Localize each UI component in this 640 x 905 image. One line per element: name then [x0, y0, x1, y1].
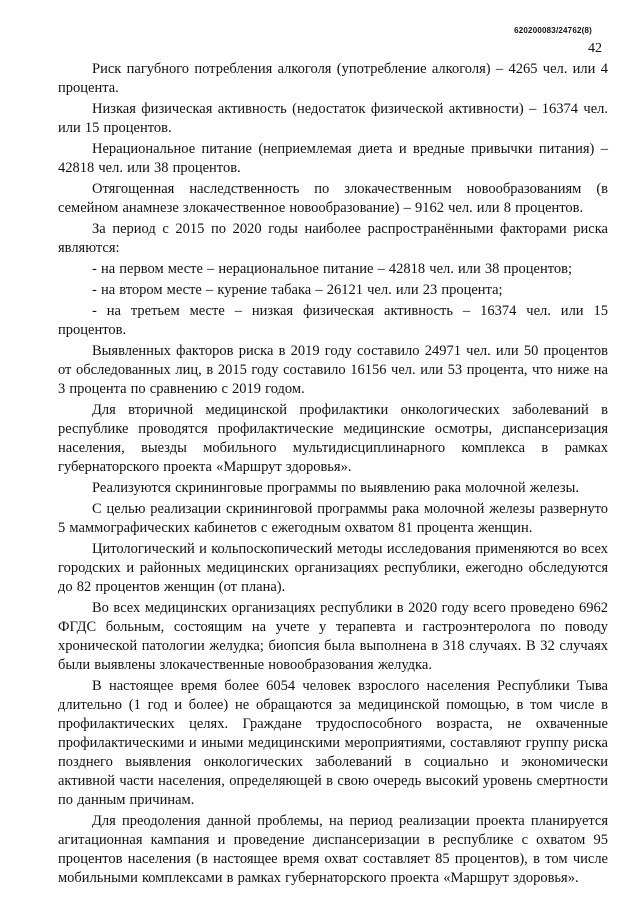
paragraph: Низкая физическая активность (недостаток физической активности) – 16374 чел. или 15 процентов.: [58, 101, 608, 136]
paragraph: Цитологический и кольпоскопический методы исследования применяются во всех городских и районных медицинских организациях республики, ежегодно обследуются до 82 процентов женщин (от плана).: [58, 541, 608, 595]
paragraph: Нерациональное питание (неприемлемая диета и вредные привычки питания) – 42818 чел. или 38 процентов.: [58, 141, 608, 176]
paragraph: Для преодоления данной проблемы, на период реализации проекта планируется агитационная кампания и проведение диспансеризации в республике с охватом 95 процентов населения (в настоящее время охват составляет 85 процентов), в том числе мобильными комплексами в рамках губернаторского проекта «Маршрут здоровья».: [58, 813, 608, 886]
paragraph: За период с 2015 по 2020 годы наиболее распространёнными факторами риска являются:: [58, 221, 608, 256]
document-body: [58, 60, 608, 890]
paragraph: Риск пагубного потребления алкоголя (употребление алкоголя) – 4265 чел. или 4 процента.: [58, 61, 608, 96]
paragraph: С целью реализации скрининговой программы рака молочной железы развернуто 5 маммографических кабинетов с ежегодным охватом 81 процента женщин.: [58, 501, 608, 536]
list-item: - на третьем месте – низкая физическая активность – 16374 чел. или 15 процентов.: [58, 303, 608, 338]
paragraph: Во всех медицинских организациях республики в 2020 году всего проведено 6962 ФГДС больным, состоящим на учете у терапевта и гастроэнтеролога по поводу хронической патологии желудка; биопсия была выполнена в 318 случаях. В 32 случаях были выявлены злокачественные новообразования желудка.: [58, 600, 608, 673]
list-item: - на втором месте – курение табака – 26121 чел. или 23 процента;: [92, 282, 503, 298]
paragraph: Реализуются скрининговые программы по выявлению рака молочной железы.: [92, 480, 579, 496]
paragraph: Для вторичной медицинской профилактики онкологических заболеваний в республике проводятся профилактические медицинские осмотры, диспансеризация населения, выезды мобильного мультидисциплинарного комплекса в рамках губернаторского проекта «Маршрут здоровья».: [58, 402, 608, 475]
paragraph: В настоящее время более 6054 человек взрослого населения Республики Тыва длительно (1 год и более) не обращаются за медицинской помощью, в том числе в профилактических целях. Граждане трудоспособного возраста, не охваченные профилактическими и иными медицинскими мероприятиями, составляют группу риска позднего выявления онкологических заболеваний в социально и экономически активной части населения, определяющей в свою очередь высокий уровень смертности по данным причинам.: [58, 678, 608, 808]
document-id: 620200083/24762(8): [514, 26, 592, 35]
list-item: - на первом месте – нерациональное питание – 42818 чел. или 38 процентов;: [92, 261, 572, 277]
paragraph: Выявленных факторов риска в 2019 году составило 24971 чел. или 50 процентов от обследованных лиц, в 2015 году составило 16156 чел. или 53 процента, что ниже на 3 процента по сравнению с 2019 годом.: [58, 343, 608, 397]
page-number: 42: [588, 41, 602, 56]
paragraph: Отягощенная наследственность по злокачественным новообразованиям (в семейном анамнезе злокачественное новообразование) – 9162 чел. или 8 процентов.: [58, 181, 608, 216]
